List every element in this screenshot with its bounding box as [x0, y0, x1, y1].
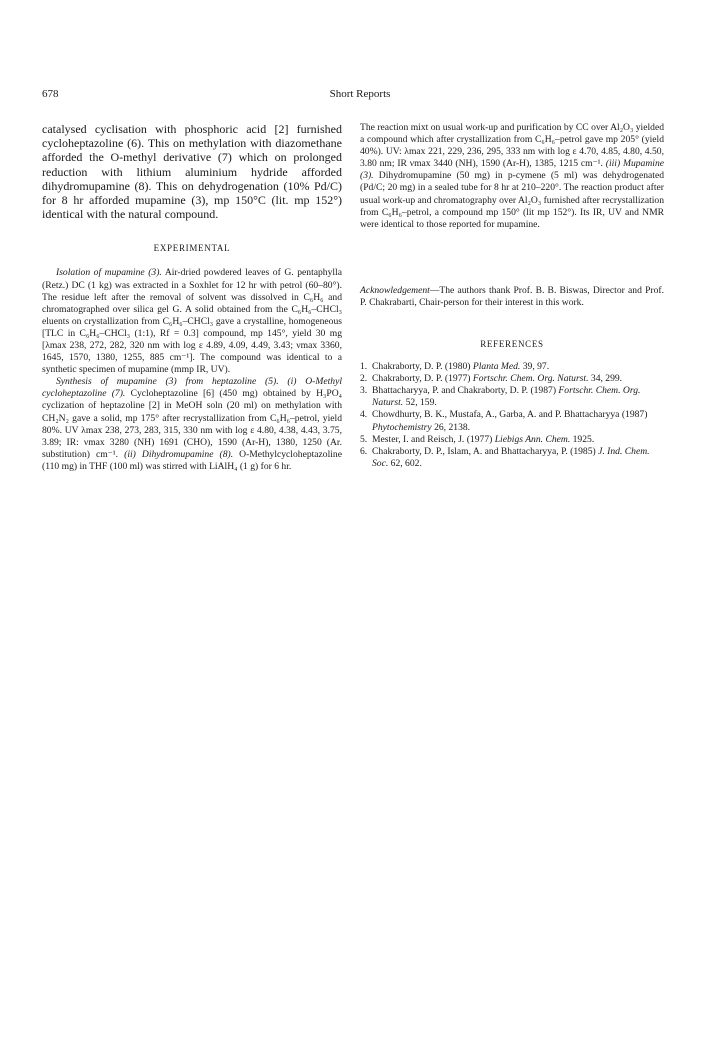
- reference-number: 6.: [360, 445, 368, 457]
- continuation-paragraph: [360, 122, 664, 231]
- experimental-heading: EXPERIMENTAL: [153, 243, 231, 254]
- reference-number: 1.: [360, 361, 368, 373]
- acknowledgement-title: Acknowledgement: [360, 284, 430, 296]
- page-number: 678: [42, 88, 59, 100]
- synthesis-text-i: Cycloheptazoline [6] (450 mg) obtained by H₃PO₄ cyclization of heptazoline [2] in MeOH soln (20 ml) on methylation with CH₂N₂ gave a solid, mp 175° after recrystallization from C₆H₆–petrol, yield 80%. UV λmax 238, 273, 283, 315, 330 nm with log ε 4.80, 4.38, 4.43, 3.75, 3.89; IR: νmax 3280 (NH) 1691 (CHO), 1590 (Ar-H), 1380, 1250 (Ar. substitution) cm⁻¹.: [42, 388, 342, 460]
- reference-number: 2.: [360, 373, 368, 385]
- isolation-paragraph: [42, 267, 342, 376]
- mupamine-subtitle-iii: (iii) Mupamine (3).: [360, 158, 665, 182]
- isolation-text: Air-dried powdered leaves of G. pentaphylla (Retz.) DC (1 kg) was extracted in a Soxhlet for 12 hr with petrol (60–80°). The residue left after the removal of solvent was dissolved in C₆H₆ and chromatographed over silica gel G. A solid obtained from the C₆H₆–CHCl₃ eluents on crystallization from C₆H₆–CHCl₃ gave a crystalline, homogeneous [TLC in C₆H₆–CHCl₃ (1:1), Rf = 0.3] compound, mp 145°, yield 30 mg [λmax 238, 272, 282, 320 nm with log ε 4.89, 4.09, 4.49, 3.43; νmax 3360, 1645, 1570, 1380, 1255, 885 cm⁻¹]. The compound was identical to a synthetic specimen of mupamine (mmp IR, UV).: [42, 267, 342, 376]
- reference-authors: Chakraborty, D. P. (1980): [372, 361, 473, 373]
- synthesis-subtitle-ii: (ii) Dihydromupamine (8).: [118, 448, 234, 460]
- reference-item: [360, 373, 664, 385]
- reference-item: [360, 361, 664, 373]
- continuation-text: The reaction mixt on usual work-up and purification by CC over Al₂O₃ yielded a compound which after crystallization from C₆H₆–petrol gave mp 205° (yield 40%). UV: λmax 221, 229, 236, 295, 333 nm with log ε 4.70, 4.85, 4.80, 4.50, 3.80 nm; IR νmax 3440 (NH), 1590 (Ar-H), 1385, 1215 cm⁻¹.: [360, 122, 664, 170]
- acknowledgement-text: —The authors thank Prof. B. B. Biswas, Director and Prof. P. Chakrabarti, Chair-person for their interest in this work.: [360, 284, 664, 308]
- reference-journal: Phytochemistry: [372, 421, 432, 433]
- reference-authors: Chakraborty, D. P., Islam, A. and Bhattacharyya, P. (1985): [372, 445, 599, 457]
- reference-item: [360, 446, 664, 470]
- reference-item: [360, 409, 664, 433]
- reference-journal: Liebigs Ann. Chem.: [494, 433, 571, 445]
- intro-paragraph: catalysed cyclisation with phosphoric acid [2] furnished cycloheptazoline (6). This on methylation with diazomethane afforded the O-methyl derivative (7) which on prolonged reduction with lithium aluminium hydride afforded dihydromupamine (8). This on dehydrogenation (10% Pd/C) for 8 hr afforded mupamine (3), mp 150°C (lit. mp 152°) identical with the natural compound.: [42, 122, 342, 222]
- acknowledgement: [360, 285, 664, 309]
- reference-journal: Planta Med.: [472, 361, 521, 373]
- running-title: Short Reports: [329, 88, 391, 100]
- mupamine-text-iii: Dihydromupamine (50 mg) in p-cymene (5 ml) was dehydrogenated (Pd/C; 20 mg) in a sealed tube for 8 hr at 210–220°. The reaction product after usual work-up and chromatography over Al₂O₃ furnished after recrystallization from C₆H₆–petrol, a compound mp 150° (lit mp 152°). Its IR, UV and NMR were identical to those reported for mupamine.: [360, 170, 664, 230]
- reference-details: 52, 159.: [403, 397, 437, 409]
- reference-authors: Mester, I. and Reisch, J. (1977): [372, 433, 495, 445]
- reference-details: 62, 602.: [388, 457, 422, 469]
- reference-number: 5.: [360, 433, 368, 445]
- left-column: [42, 122, 342, 473]
- reference-details: 26, 2138.: [431, 421, 471, 433]
- reference-item: [360, 385, 664, 409]
- reference-item: [360, 434, 664, 446]
- reference-details: 39, 97.: [520, 361, 550, 373]
- synthesis-title: Synthesis of mupamine (3) from heptazoline (5).: [56, 376, 279, 388]
- reference-details: 34, 299.: [588, 373, 623, 385]
- synthesis-text-ii: O-Methylcycloheptazoline (110 mg) in THF (100 ml) was stirred with LiAlH₄ (1 g) for 6 hr.: [42, 448, 342, 472]
- reference-details: 1925.: [570, 433, 595, 445]
- reference-journal: Fortschr. Chem. Org. Naturst.: [472, 373, 589, 385]
- right-column: [360, 122, 664, 470]
- synthesis-subtitle-i: (i) O-Methyl cycloheptazoline (7).: [42, 376, 342, 400]
- reference-journal: J. Ind. Chem. Soc.: [372, 445, 650, 469]
- reference-journal: Fortschr. Chem. Org. Naturst.: [372, 385, 641, 409]
- reference-authors: Chakraborty, D. P. (1977): [372, 373, 473, 385]
- reference-authors: Chowdhurty, B. K., Mustafa, A., Garba, A. and P. Bhattacharyya (1987): [372, 409, 648, 421]
- references-heading: REFERENCES: [480, 339, 544, 350]
- reference-number: 3.: [360, 385, 368, 397]
- synthesis-paragraph: [42, 376, 342, 473]
- reference-number: 4.: [360, 409, 368, 421]
- isolation-title: Isolation of mupamine (3).: [56, 267, 162, 279]
- references-list: [360, 361, 664, 470]
- reference-authors: Bhattacharyya, P. and Chakraborty, D. P. (1987): [372, 385, 559, 397]
